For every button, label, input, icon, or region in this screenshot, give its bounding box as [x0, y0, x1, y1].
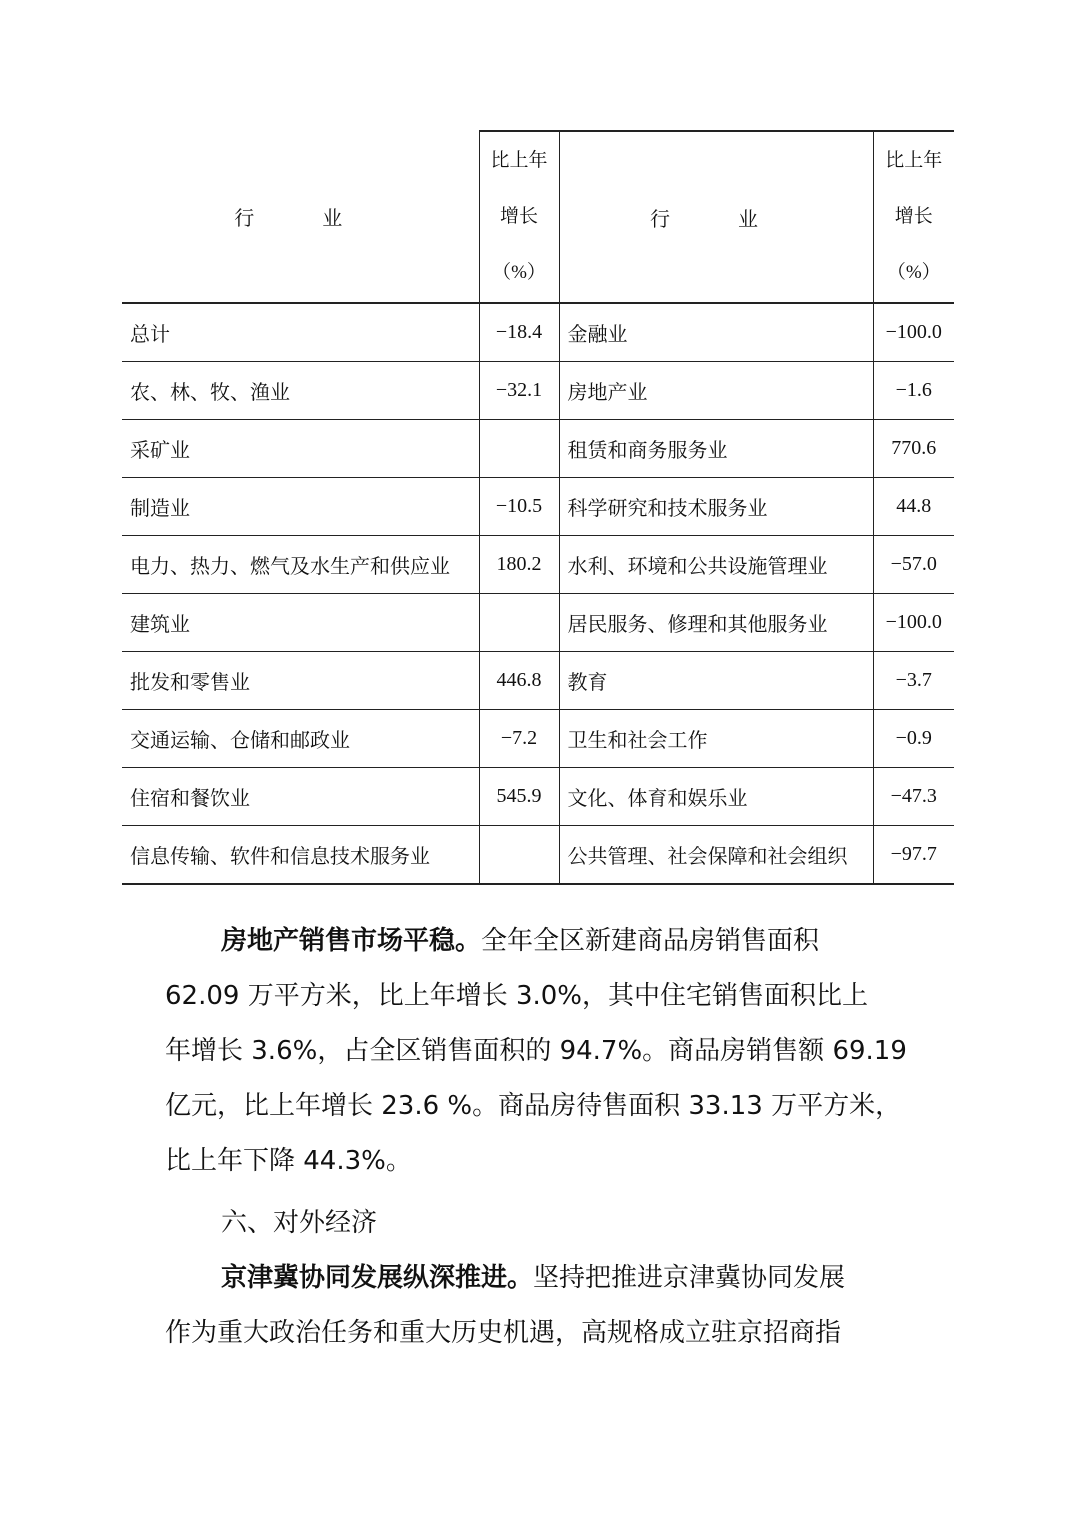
table-header-row	[122, 131, 954, 303]
growth-right-cell: −97.7	[873, 826, 954, 885]
header-growth-left: 比上年 增长 （%）	[479, 131, 559, 303]
industry-left-cell: 住宿和餐饮业	[122, 768, 479, 826]
growth-right-cell: −100.0	[873, 594, 954, 652]
industry-right-cell: 文化、体育和娱乐业	[559, 768, 873, 826]
jjj-line-2: 作为重大政治任务和重大历史机遇，高规格成立驻京招商指	[165, 1318, 842, 1348]
growth-left-cell	[479, 826, 559, 885]
growth-left-cell: 545.9	[479, 768, 559, 826]
header-industry-right: 行 业	[559, 131, 873, 303]
real-estate-paragraph	[165, 914, 915, 1189]
industry-right-cell: 卫生和社会工作	[559, 710, 873, 768]
real-estate-line-4: 亿元，比上年增长 23.6 %。商品房待售面积 33.13 万平方米，	[165, 1091, 902, 1121]
table-row	[122, 362, 954, 420]
industry-right-cell: 金融业	[559, 303, 873, 362]
growth-right-cell: −3.7	[873, 652, 954, 710]
real-estate-line-2: 62.09 万平方米，比上年增长 3.0%，其中住宅销售面积比上	[165, 981, 869, 1011]
industry-left-cell: 批发和零售业	[122, 652, 479, 710]
industry-right-cell: 房地产业	[559, 362, 873, 420]
header-growth-right: 比上年 增长 （%）	[873, 131, 954, 303]
section-six	[165, 1196, 915, 1251]
table-row	[122, 768, 954, 826]
growth-left-cell: −10.5	[479, 478, 559, 536]
industry-left-cell: 电力、热力、燃气及水生产和供应业	[122, 536, 479, 594]
industry-left-cell: 农、林、牧、渔业	[122, 362, 479, 420]
growth-right-cell: −1.6	[873, 362, 954, 420]
table-row	[122, 594, 954, 652]
jjj-paragraph	[165, 1251, 915, 1361]
growth-left-cell: −18.4	[479, 303, 559, 362]
table-row	[122, 303, 954, 362]
real-estate-line-3: 年增长 3.6%，占全区销售面积的 94.7%。商品房销售额 69.19	[165, 1036, 907, 1066]
growth-right-cell: 770.6	[873, 420, 954, 478]
growth-left-cell: −7.2	[479, 710, 559, 768]
growth-left-cell: −32.1	[479, 362, 559, 420]
table-row	[122, 536, 954, 594]
growth-right-cell: −57.0	[873, 536, 954, 594]
jjj-line-1: 京津冀协同发展纵深推进。坚持把推进京津冀协同发展	[221, 1263, 846, 1293]
table-row	[122, 826, 954, 885]
header-industry-left: 行 业	[122, 131, 479, 303]
industry-left-cell: 交通运输、仓储和邮政业	[122, 710, 479, 768]
industry-right-cell: 教育	[559, 652, 873, 710]
real-estate-line-5: 比上年下降 44.3%。	[165, 1146, 412, 1176]
growth-right-cell: −47.3	[873, 768, 954, 826]
growth-left-cell	[479, 420, 559, 478]
table-row	[122, 652, 954, 710]
growth-left-cell: 180.2	[479, 536, 559, 594]
industry-left-cell: 建筑业	[122, 594, 479, 652]
real-estate-heading: 房地产销售市场平稳。	[221, 926, 482, 956]
growth-right-cell: −100.0	[873, 303, 954, 362]
growth-right-cell: 44.8	[873, 478, 954, 536]
industry-right-cell: 水利、环境和公共设施管理业	[559, 536, 873, 594]
growth-right-cell: −0.9	[873, 710, 954, 768]
industry-right-cell: 科学研究和技术服务业	[559, 478, 873, 536]
real-estate-line-1: 房地产销售市场平稳。全年全区新建商品房销售面积	[221, 926, 820, 956]
industry-left-cell: 制造业	[122, 478, 479, 536]
industry-left-cell: 总计	[122, 303, 479, 362]
industry-right-cell: 居民服务、修理和其他服务业	[559, 594, 873, 652]
table-row	[122, 478, 954, 536]
industry-left-cell: 采矿业	[122, 420, 479, 478]
section-six-title: 六、对外经济	[221, 1208, 378, 1238]
industry-right-cell: 公共管理、社会保障和社会组织	[559, 826, 873, 885]
jjj-heading: 京津冀协同发展纵深推进。	[221, 1263, 534, 1293]
industry-left-cell: 信息传输、软件和信息技术服务业	[122, 826, 479, 885]
growth-left-cell	[479, 594, 559, 652]
growth-left-cell: 446.8	[479, 652, 559, 710]
table-row	[122, 710, 954, 768]
industry-growth-table	[122, 130, 954, 885]
table-row	[122, 420, 954, 478]
industry-right-cell: 租赁和商务服务业	[559, 420, 873, 478]
